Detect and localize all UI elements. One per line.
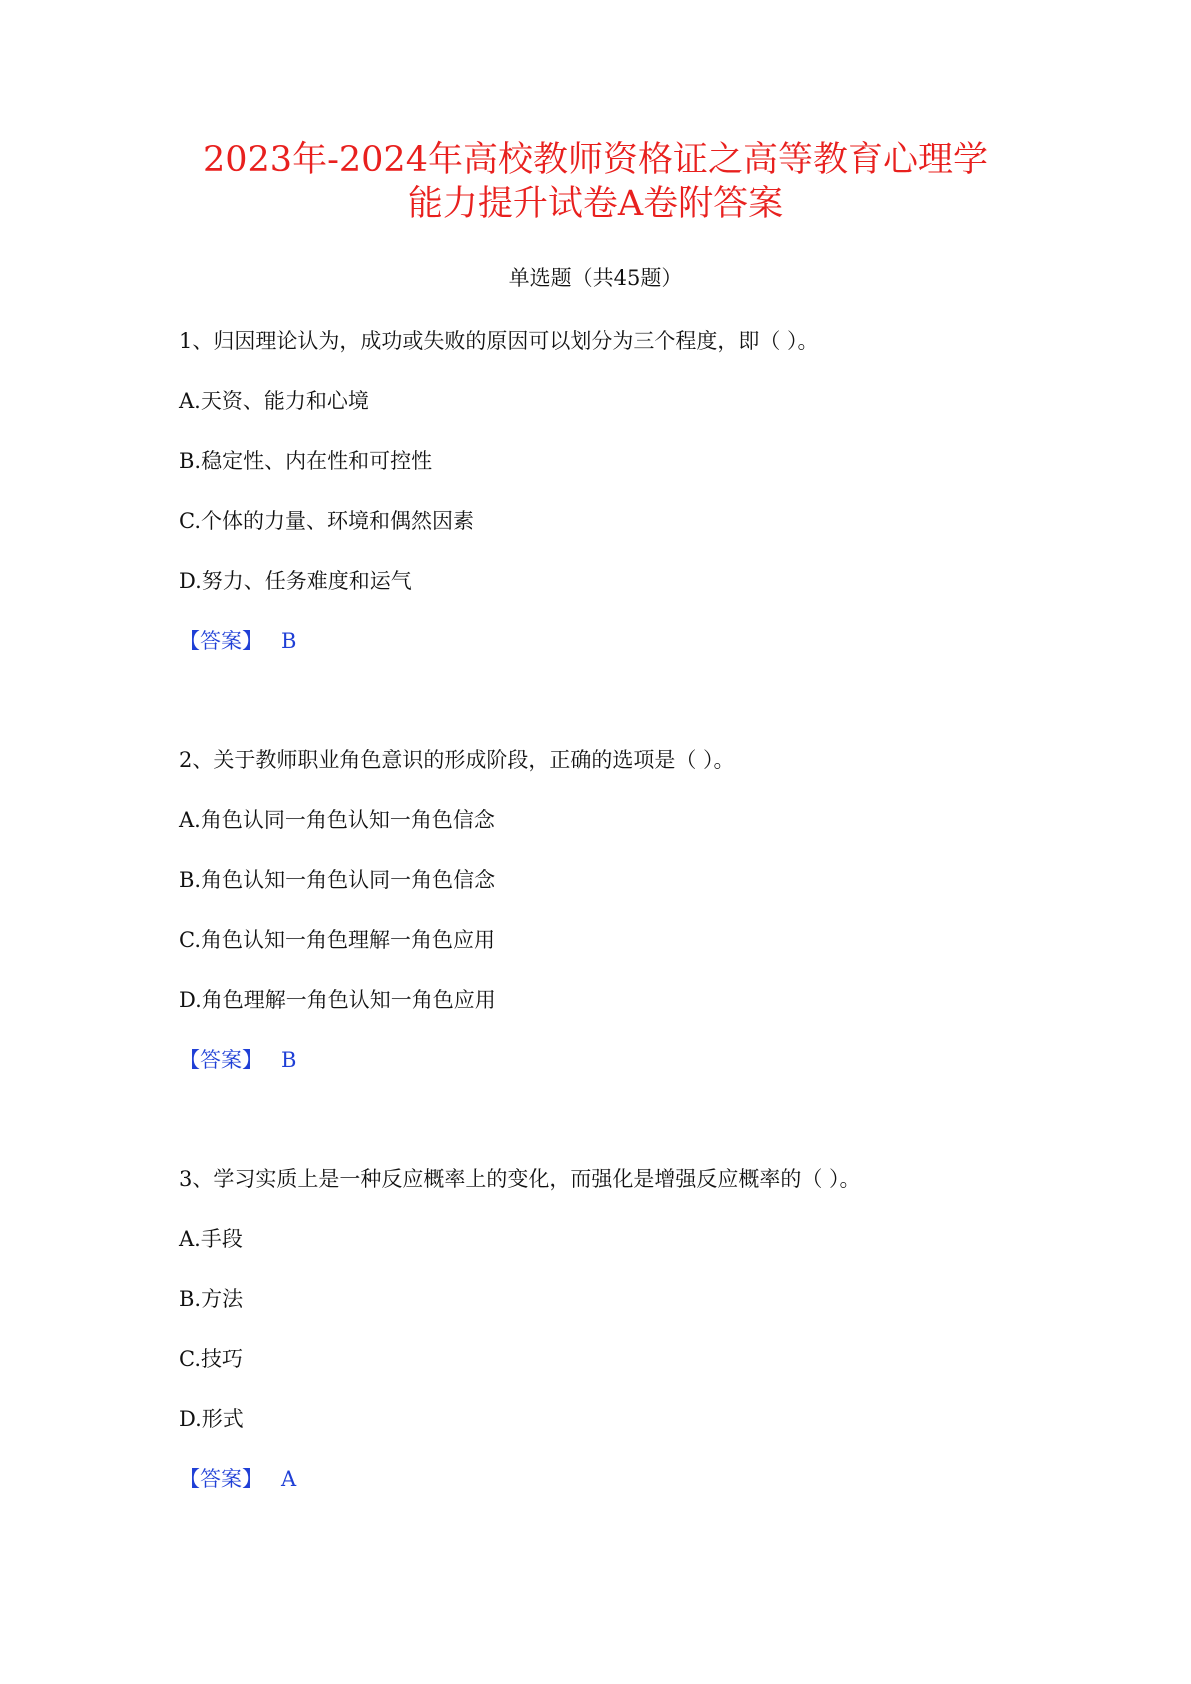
question-2-stem: 2、关于教师职业角色意识的形成阶段，正确的选项是（ ）。 — [179, 748, 735, 772]
section-heading: 单选题（共45题） — [508, 266, 683, 290]
question-3-answer — [179, 1465, 296, 1493]
question-1-answer — [179, 627, 296, 655]
question-3-option-c: C.技巧 — [179, 1347, 243, 1371]
answer-label: 【答案】 — [179, 1467, 263, 1491]
answer-value: A — [281, 1467, 297, 1491]
question-2-option-a: A.角色认同一角色认知一角色信念 — [179, 808, 495, 832]
question-3-stem: 3、学习实质上是一种反应概率上的变化，而强化是增强反应概率的（ ）。 — [179, 1167, 861, 1191]
question-3-option-b: B.方法 — [179, 1287, 244, 1311]
document-title — [120, 138, 1071, 226]
question-3-option-d: D.形式 — [179, 1407, 244, 1431]
question-2-option-c: C.角色认知一角色理解一角色应用 — [179, 928, 495, 952]
question-1-option-c: C.个体的力量、环境和偶然因素 — [179, 509, 474, 533]
question-2-option-d: D.角色理解一角色认知一角色应用 — [179, 988, 496, 1012]
title-line-2: 能力提升试卷A卷附答案 — [407, 184, 784, 224]
question-1-stem: 1、归因理论认为，成功或失败的原因可以划分为三个程度，即（ ）。 — [179, 329, 819, 353]
question-1-option-d: D.努力、任务难度和运气 — [179, 569, 412, 593]
answer-value: B — [281, 1048, 297, 1072]
question-3-option-a: A.手段 — [179, 1227, 243, 1251]
answer-value: B — [281, 629, 297, 653]
title-line-1: 2023年-2024年高校教师资格证之高等教育心理学 — [203, 140, 988, 180]
question-1-option-a: A.天资、能力和心境 — [179, 389, 369, 413]
question-1-option-b: B.稳定性、内在性和可控性 — [179, 449, 433, 473]
answer-label: 【答案】 — [179, 1048, 263, 1072]
question-2-answer — [179, 1046, 296, 1074]
answer-label: 【答案】 — [179, 629, 263, 653]
question-2-option-b: B.角色认知一角色认同一角色信念 — [179, 868, 496, 892]
